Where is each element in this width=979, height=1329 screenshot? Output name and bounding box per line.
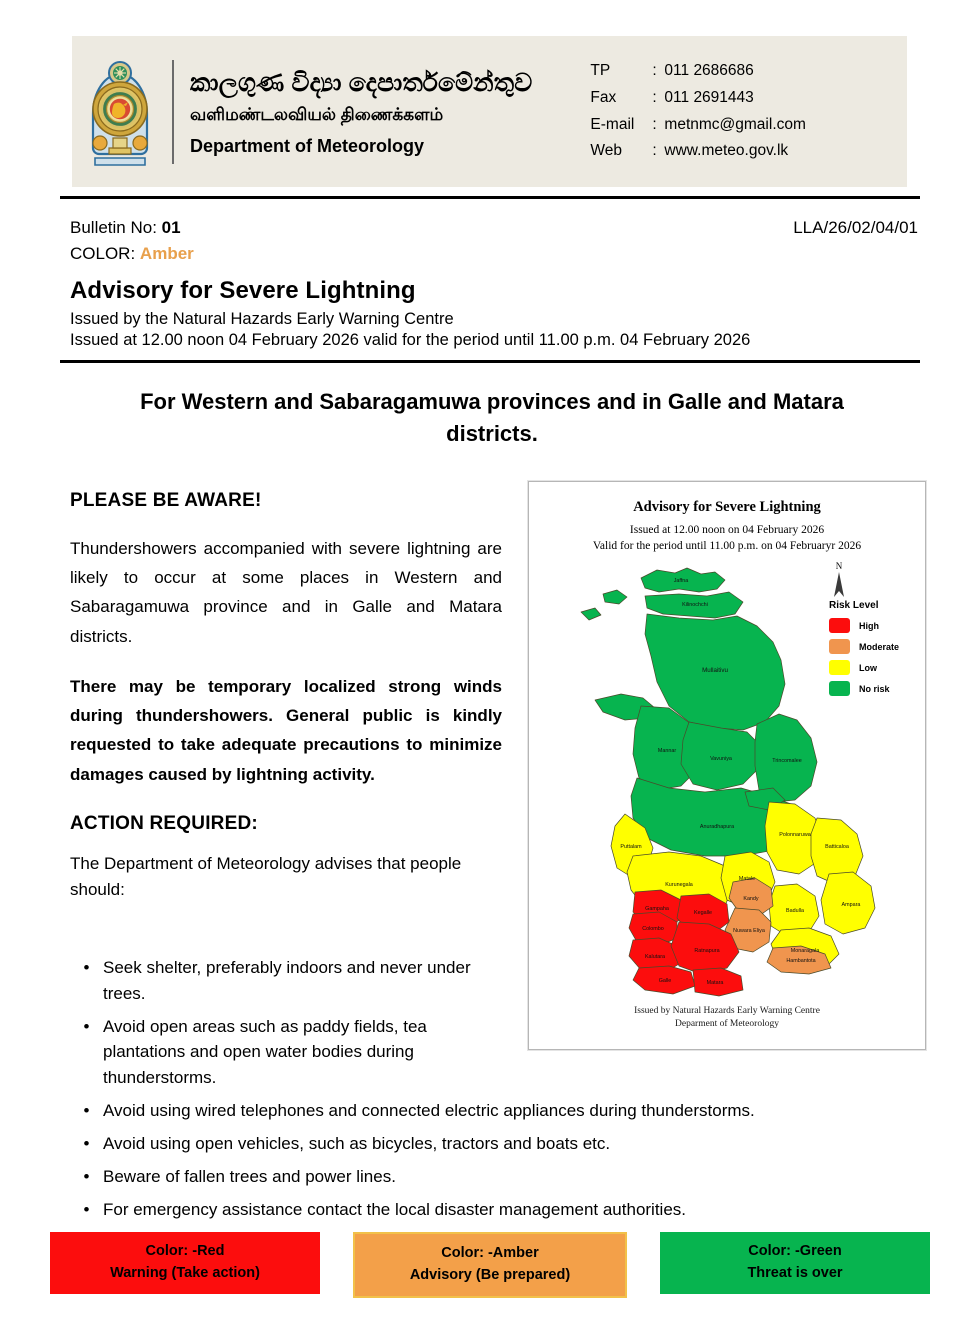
map-footer-line-1: Issued by Natural Hazards Early Warning Centre — [634, 1006, 820, 1017]
banner-red-line-1: Color: -Red — [145, 1243, 225, 1260]
list-item — [70, 1131, 918, 1157]
district-label-kegalle: Kegalle — [694, 910, 712, 916]
district-label-matara: Matara — [706, 980, 724, 986]
letterhead-divider — [172, 60, 174, 164]
contact-sep-tp: : — [652, 62, 657, 80]
list-item-label: Seek shelter, preferably indoors and never under trees. — [103, 958, 471, 1003]
letterhead — [72, 36, 907, 187]
advisory-paragraph-1: Thundershowers accompanied with severe lightning are likely to occur at some places in Western and Sabaragamuwa province and in Galle and Matara districts. — [70, 539, 502, 646]
contact-row-fax — [590, 85, 805, 112]
org-name-english: Department of Meteorology — [190, 136, 425, 157]
map-issued-line: Issued at 12.00 noon on 04 February 2026 — [629, 524, 825, 536]
banner-amber — [353, 1232, 627, 1298]
district-label-trincomalee: Trincomalee — [772, 758, 802, 764]
action-required-heading: ACTION REQUIRED: — [70, 812, 258, 834]
contact-row-email — [590, 112, 805, 139]
district-label-polonnaruwa: Polonnaruwa — [779, 832, 811, 838]
contact-label-web: Web — [590, 142, 623, 160]
legend-swatch-high — [829, 618, 850, 633]
bullet-icon: • — [83, 1133, 90, 1153]
contact-label-fax: Fax — [590, 88, 617, 106]
district-label-colombo: Colombo — [642, 926, 664, 932]
list-item-label: Avoid open areas such as paddy fields, tea plantations and open water bodies during thunderstorms. — [103, 1016, 427, 1088]
list-item — [70, 1098, 918, 1124]
map-footer-line-2: Deparment of Meteorology — [675, 1019, 779, 1030]
map-footer — [529, 1005, 925, 1031]
risk-map-panel — [528, 481, 926, 1050]
meta-rule — [60, 360, 920, 363]
bulletin-number — [70, 215, 181, 241]
district-label-vavuniya: Vavuniya — [710, 756, 732, 762]
district-label-batticaloa: Batticaloa — [825, 844, 849, 850]
contact-value-email[interactable]: metnmc@gmail.com — [664, 115, 806, 133]
legend-label-moderate: Moderate — [859, 641, 900, 652]
islet-punkudutivu — [603, 590, 627, 604]
advisory-paragraph-2: There may be temporary localized strong winds during thundershowers. General public is kindly requested to take adequate precautions to minimize damages caused by lightning activity. — [70, 676, 502, 784]
contact-label-tp: TP — [590, 62, 611, 80]
contact-sep-web: : — [652, 142, 657, 160]
district-label-hambantota: Hambantota — [786, 958, 816, 964]
banner-amber-line-1: Color: -Amber — [441, 1245, 539, 1262]
bulletin-meta — [70, 215, 918, 350]
district-label-kalutara: Kalutara — [644, 954, 666, 960]
map-subtitle — [529, 523, 925, 555]
contact-sep-email: : — [652, 115, 657, 133]
district-label-matale: Matale — [738, 876, 756, 882]
district-label-ratnapura: Ratnapura — [694, 948, 720, 954]
contact-value-tp: 011 2686686 — [664, 62, 754, 80]
list-item — [70, 1197, 918, 1223]
banner-red — [50, 1232, 320, 1294]
district-label-jaffna: Jaffna — [673, 578, 689, 584]
please-be-aware-heading: PLEASE BE AWARE! — [70, 490, 262, 511]
contact-details — [590, 58, 805, 165]
legend-item-moderate — [829, 639, 925, 654]
emblem-wrap — [72, 52, 168, 172]
bulletin-number-label: Bulletin No: — [70, 218, 157, 237]
bullet-icon: • — [83, 1199, 90, 1219]
district-label-gampaha: Gampaha — [645, 906, 669, 912]
district-label-mannar: Mannar — [657, 748, 677, 754]
list-item-label: For emergency assistance contact the local disaster management authorities. — [103, 1199, 687, 1219]
islet-delft — [581, 608, 601, 620]
list-item — [70, 1164, 918, 1190]
legend-swatch-moderate — [829, 639, 850, 654]
north-label: N — [835, 561, 843, 571]
legend-swatch-low — [829, 660, 850, 675]
contact-row-web — [590, 138, 805, 165]
bulletin-reference: LLA/26/02/04/01 — [793, 218, 918, 237]
district-label-nuwara-eliya: Nuwara Eliya — [733, 928, 765, 934]
map-title: Advisory for Severe Lightning — [633, 499, 821, 515]
banner-green — [660, 1232, 930, 1294]
district-label-monaragala: Monaragala — [790, 948, 820, 954]
header-rule — [60, 196, 920, 199]
banner-green-line-2: Threat is over — [747, 1265, 843, 1281]
contact-value-web[interactable]: www.meteo.gov.lk — [664, 142, 789, 160]
district-label-kurunegala: Kurunegala — [665, 882, 693, 888]
district-label-mullaitivu: Mullaitivu — [702, 667, 728, 674]
district-label-anuradhapura: Anuradhapura — [699, 824, 735, 830]
north-arrow-icon — [825, 561, 853, 604]
district-label-ampara: Ampara — [841, 902, 861, 908]
org-name-sinhala: කාලගුණ විද්‍යා දෙපාර්තමේන්තුව — [190, 68, 533, 97]
north-arrow-glyph — [830, 571, 848, 599]
bulletin-color-row — [70, 241, 918, 267]
org-name-tamil: வளிமண்டலவியல் திணைக்களம் — [190, 104, 444, 124]
legend-label-high: High — [859, 620, 879, 631]
legend-label-norisk: No risk — [859, 683, 890, 694]
bullet-icon: • — [83, 1016, 90, 1036]
scope-heading: For Western and Sabaragamuwa provinces and in Galle and Matara districts. — [140, 389, 844, 446]
risk-legend — [829, 600, 925, 702]
banner-red-line-2: Warning (Take action) — [110, 1265, 260, 1281]
contact-label-email: E-mail — [590, 115, 635, 133]
legend-title: Risk Level — [829, 600, 879, 611]
contact-value-fax: 011 2691443 — [664, 88, 754, 106]
bullet-icon: • — [83, 958, 90, 977]
district-label-kilinochchi: Kilinochchi — [682, 602, 708, 608]
banner-green-line-1: Color: -Green — [748, 1243, 842, 1260]
sri-lanka-emblem-icon — [83, 52, 157, 172]
map-stage — [529, 556, 925, 986]
list-item-label: Avoid using open vehicles, such as bicycles, tractors and boats etc. — [103, 1133, 611, 1153]
bulletin-color-label: COLOR: — [70, 244, 136, 264]
bulletin-number-value: 01 — [161, 218, 181, 237]
legend-label-low: Low — [859, 662, 877, 673]
validity-line: Issued at 12.00 noon 04 February 2026 valid for the period until 11.00 p.m. 04 February 2026 — [70, 330, 751, 349]
banner-amber-line-2: Advisory (Be prepared) — [409, 1267, 571, 1283]
legend-item-low — [829, 660, 925, 675]
bulletin-color-value: Amber — [139, 244, 194, 264]
advise-line: The Department of Meteorology advises that people should: — [70, 853, 462, 900]
bullet-icon: • — [83, 1101, 90, 1121]
legend-item-high — [829, 618, 925, 633]
page-title: Advisory for Severe Lightning — [70, 276, 416, 304]
contact-sep-fax: : — [652, 88, 657, 106]
district-label-galle: Galle — [658, 978, 672, 984]
bullet-icon: • — [83, 1166, 90, 1186]
bulletin-number-row — [70, 215, 918, 241]
district-label-puttalam: Puttalam — [620, 844, 642, 850]
issued-by-line: Issued by the Natural Hazards Early Warning Centre — [70, 309, 454, 328]
legend-swatch-norisk — [829, 681, 850, 696]
legend-item-norisk — [829, 681, 925, 696]
contact-row-tp — [590, 58, 805, 85]
map-valid-line: Valid for the period until 11.00 p.m. on 04 Februaryr 2026 — [592, 539, 862, 552]
color-code-banners — [50, 1232, 930, 1298]
list-item-label: Beware of fallen trees and power lines. — [103, 1166, 396, 1186]
advisory-body — [70, 490, 502, 904]
list-item-label: Avoid using wired telephones and connected electric appliances during thunderstorms. — [103, 1101, 755, 1121]
organisation-names — [190, 66, 532, 158]
district-label-badulla: Badulla — [786, 908, 804, 914]
district-label-kandy: Kandy — [743, 896, 759, 902]
